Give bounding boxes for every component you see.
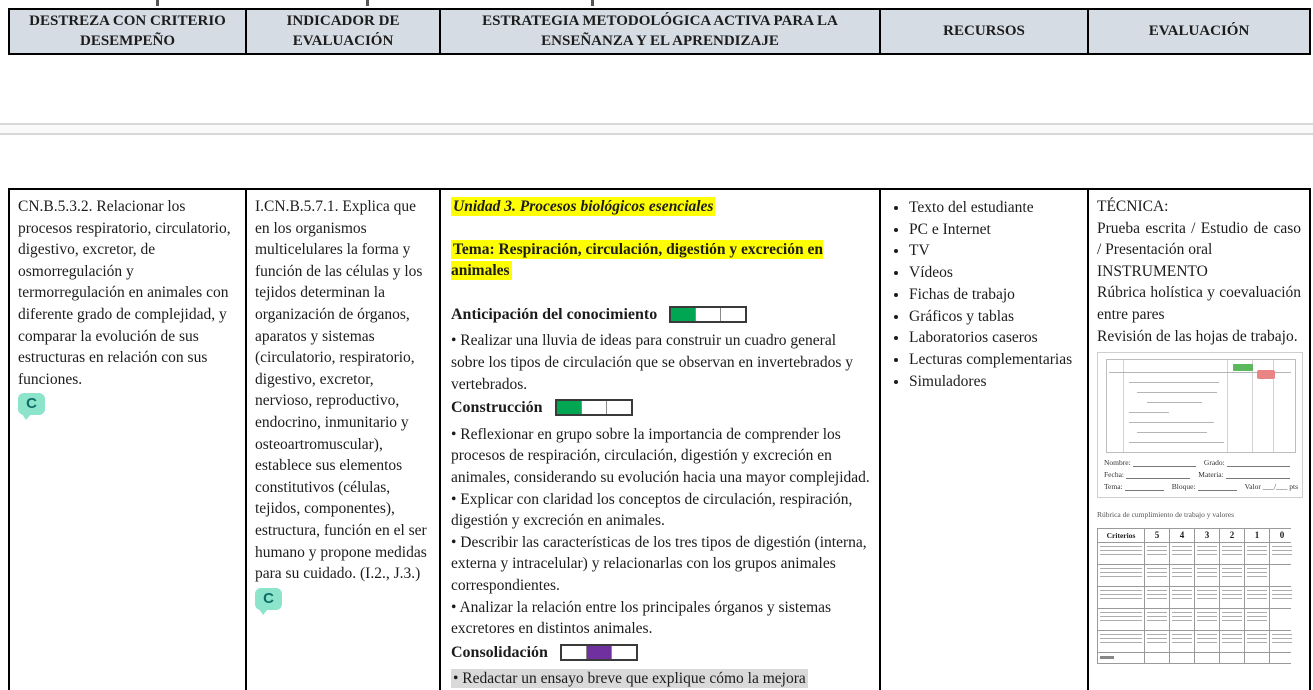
worksheet-red-mark: [1257, 370, 1275, 379]
worksheet-field-label: Tema:: [1104, 482, 1123, 492]
rubric-cell: [1220, 631, 1244, 652]
progress-segment: [606, 401, 631, 414]
rubric-header-cell: 2: [1220, 529, 1244, 542]
progress-bar-anticipacion: [669, 306, 747, 323]
progress-bar-construccion: [555, 399, 633, 416]
worksheet-field-label: Materia:: [1198, 470, 1224, 480]
resource-item: • Laboratorios caseros: [909, 327, 1079, 349]
rubric-thumbnail[interactable]: [1097, 504, 1299, 664]
tecnica-label: TÉCNICA:: [1097, 198, 1169, 215]
progress-segment: [611, 646, 636, 659]
worksheet-field-label: Grado:: [1203, 458, 1225, 468]
rubric-cell: [1245, 653, 1269, 663]
rubric-cell: [1145, 653, 1169, 663]
activity-bullet: • Describir las características de los tres tipos de digestión (interna, externa y intracelular) y relacionarlas con los grupos animales correspondientes.: [451, 533, 867, 594]
rubric-header-cell: 0: [1270, 529, 1294, 542]
activity-bullet: • Realizar una lluvia de ideas para construir un cuadro general sobre los tipos de circulación que se observan en invertebrados y vertebrados.: [451, 332, 854, 393]
phase-heading-anticipacion: [451, 304, 871, 326]
rubric-cell: [1145, 609, 1169, 630]
tecnica-text: Prueba escrita / Estudio de caso / Presentación oral: [1097, 219, 1301, 259]
rubric-cell: [1270, 631, 1294, 652]
rubric-mini-table: [1097, 528, 1291, 664]
rubric-cell: [1270, 587, 1294, 608]
rubric-cell: [1195, 609, 1219, 630]
rubric-cell: [1270, 543, 1294, 564]
phase-label: Consolidación: [451, 643, 548, 661]
rubric-cell: [1195, 587, 1219, 608]
worksheet-green-mark: [1233, 364, 1253, 371]
rubric-cell: [1098, 565, 1144, 586]
estrategia-cell: [439, 190, 879, 690]
resource-item: • Vídeos: [909, 262, 1079, 284]
rubric-cell: [1098, 631, 1144, 652]
resource-item: • TV: [909, 240, 1079, 262]
rubric-cell: [1098, 587, 1144, 608]
comment-c-icon[interactable]: [18, 393, 45, 415]
activity-bullet-highlighted: • Redactar un ensayo breve que explique cómo la mejora: [453, 670, 806, 688]
evaluacion-cell: [1087, 190, 1309, 690]
progress-segment: [557, 401, 581, 414]
clipped-text-fragment: [366, 0, 369, 6]
rubric-cell: [1195, 543, 1219, 564]
resource-item: • PC e Internet: [909, 219, 1079, 241]
comment-c-letter: C: [263, 589, 274, 607]
plan-content-row: [8, 188, 1311, 690]
recursos-cell: [879, 190, 1087, 690]
resource-item: • Texto del estudiante: [909, 197, 1079, 219]
comment-icon-tail: [22, 414, 31, 420]
resource-item: • Simuladores: [909, 371, 1079, 393]
activity-bullet: • Analizar la relación entre los principales órganos y sistemas excretores en distintos animales.: [451, 598, 832, 638]
rubric-total-cell: [1098, 653, 1144, 663]
rubric-cell: [1245, 543, 1269, 564]
header-cell-evaluacion: EVALUACIÓN: [1087, 10, 1309, 53]
rubric-cell: [1170, 653, 1194, 663]
worksheet-field-label: Nombre:: [1104, 458, 1131, 468]
indicador-text: I.CN.B.5.7.1. Explica que en los organismos multicelulares la forma y función de las células y los tejidos determinan la organización de órganos, aparatos y sistemas (circulatorio, respiratorio, digestivo, excretor, nervioso, reproductivo, endocrino, inmunitario y osteoartromuscular), establece sus elementos constitutivos (células, tejidos, componentes), estructura, función en el ser humano y propone medidas para su cuidado. (I.2., J.3.): [255, 198, 427, 583]
rubric-header-cell: 1: [1245, 529, 1269, 542]
rubric-cell: [1098, 609, 1144, 630]
unidad-title: Unidad 3. Procesos biológicos esenciales: [453, 198, 714, 215]
rubric-cell: [1195, 653, 1219, 663]
rubric-cell: [1220, 543, 1244, 564]
instrumento-text: Rúbrica holística y coevaluación entre pares: [1097, 284, 1301, 323]
progress-segment: [586, 646, 611, 659]
worksheet-thumbnail[interactable]: [1097, 352, 1303, 498]
rubric-cell: [1170, 609, 1194, 630]
rubric-cell: [1270, 609, 1294, 630]
progress-segment: [581, 401, 606, 414]
phase-label: Construcción: [451, 399, 543, 417]
instrumento-label: INSTRUMENTO: [1097, 262, 1208, 280]
progress-segment: [671, 308, 695, 321]
resource-item: • Fichas de trabajo: [909, 284, 1079, 306]
header-cell-estrategia: ESTRATEGIA METODOLÓGICA ACTIVA PARA LA ENSEÑANZA Y EL APRENDIZAJE: [439, 10, 879, 53]
rubric-cell: [1170, 543, 1194, 564]
recursos-list: [889, 197, 1079, 392]
rubric-cell: [1145, 565, 1169, 586]
resource-item: • Gráficos y tablas: [909, 306, 1079, 328]
rubric-cell: [1145, 543, 1169, 564]
progress-bar-consolidacion: [560, 644, 638, 661]
worksheet-field-label: Valor ___/___ pts: [1244, 482, 1299, 492]
rubric-header-cell: 3: [1195, 529, 1219, 542]
rubric-cell: [1220, 565, 1244, 586]
header-cell-indicador: INDICADOR DE EVALUACIÓN: [245, 10, 439, 53]
rubric-cell: [1245, 565, 1269, 586]
activity-bullet: • Explicar con claridad los conceptos de circulación, respiración, digestión y excreción en animales.: [451, 490, 853, 530]
rubric-header-cell: Criterios: [1098, 529, 1144, 542]
comment-c-icon[interactable]: [255, 588, 282, 610]
rubric-cell: [1170, 565, 1194, 586]
revision-text: Revisión de las hojas de trabajo.: [1097, 327, 1298, 345]
worksheet-mini-table: [1106, 359, 1296, 453]
rubric-cell: [1220, 653, 1244, 663]
phase-heading-construccion: [451, 397, 871, 419]
progress-segment: [720, 308, 745, 321]
phase-heading-consolidacion: [451, 642, 871, 664]
rubric-cell: [1195, 631, 1219, 652]
rubric-header-cell: 5: [1145, 529, 1169, 542]
rubric-cell: [1270, 653, 1294, 663]
destreza-text: CN.B.5.3.2. Relacionar los procesos respiratorio, circulatorio, digestivo, excretor, de osmorregulación y termorregulación en animales con diferente grado de complejidad, y comparar la evolución de sus estructuras en relación con sus funciones.: [18, 198, 231, 388]
rubric-cell: [1220, 609, 1244, 630]
rubric-cell: [1098, 543, 1144, 564]
rubric-cell: [1170, 587, 1194, 608]
rubric-cell: [1245, 587, 1269, 608]
rubric-cell: [1270, 565, 1294, 586]
rubric-cell: [1145, 587, 1169, 608]
comment-icon-tail: [259, 609, 268, 615]
worksheet-fields: [1104, 457, 1298, 493]
progress-segment: [695, 308, 720, 321]
rubric-cell: [1170, 631, 1194, 652]
header-cell-destreza: DESTREZA CON CRITERIO DESEMPEÑO: [10, 10, 245, 53]
clipped-text-fragment: [156, 0, 159, 6]
tema-title: Tema: Respiración, circulación, digestión y excreción en animales: [451, 240, 823, 280]
comment-c-letter: C: [26, 395, 37, 413]
rubric-cell: [1220, 587, 1244, 608]
page-break-separator: [0, 123, 1313, 135]
indicador-cell: [245, 190, 439, 690]
phase-label: Anticipación del conocimiento: [451, 305, 658, 323]
progress-segment: [562, 646, 586, 659]
worksheet-field-label: Bloque:: [1171, 482, 1196, 492]
rubric-cell: [1245, 631, 1269, 652]
rubric-header-cell: 4: [1170, 529, 1194, 542]
activity-bullet: • Reflexionar en grupo sobre la importancia de comprender los procesos de respiración, circulación, digestión y excreción en animales, considerando su evolución hacia una mayor complejidad.: [451, 425, 870, 486]
plan-header-row: [8, 8, 1311, 55]
worksheet-field-label: Fecha:: [1104, 470, 1124, 480]
clipped-text-fragment: [591, 0, 594, 6]
rubric-cell: [1245, 609, 1269, 630]
destreza-cell: [10, 190, 245, 690]
resource-item: • Lecturas complementarias: [909, 349, 1079, 371]
rubric-cell: [1145, 631, 1169, 652]
header-cell-recursos: RECURSOS: [879, 10, 1087, 53]
rubric-title: Rúbrica de cumplimiento de trabajo y valores: [1097, 510, 1235, 520]
rubric-cell: [1195, 565, 1219, 586]
